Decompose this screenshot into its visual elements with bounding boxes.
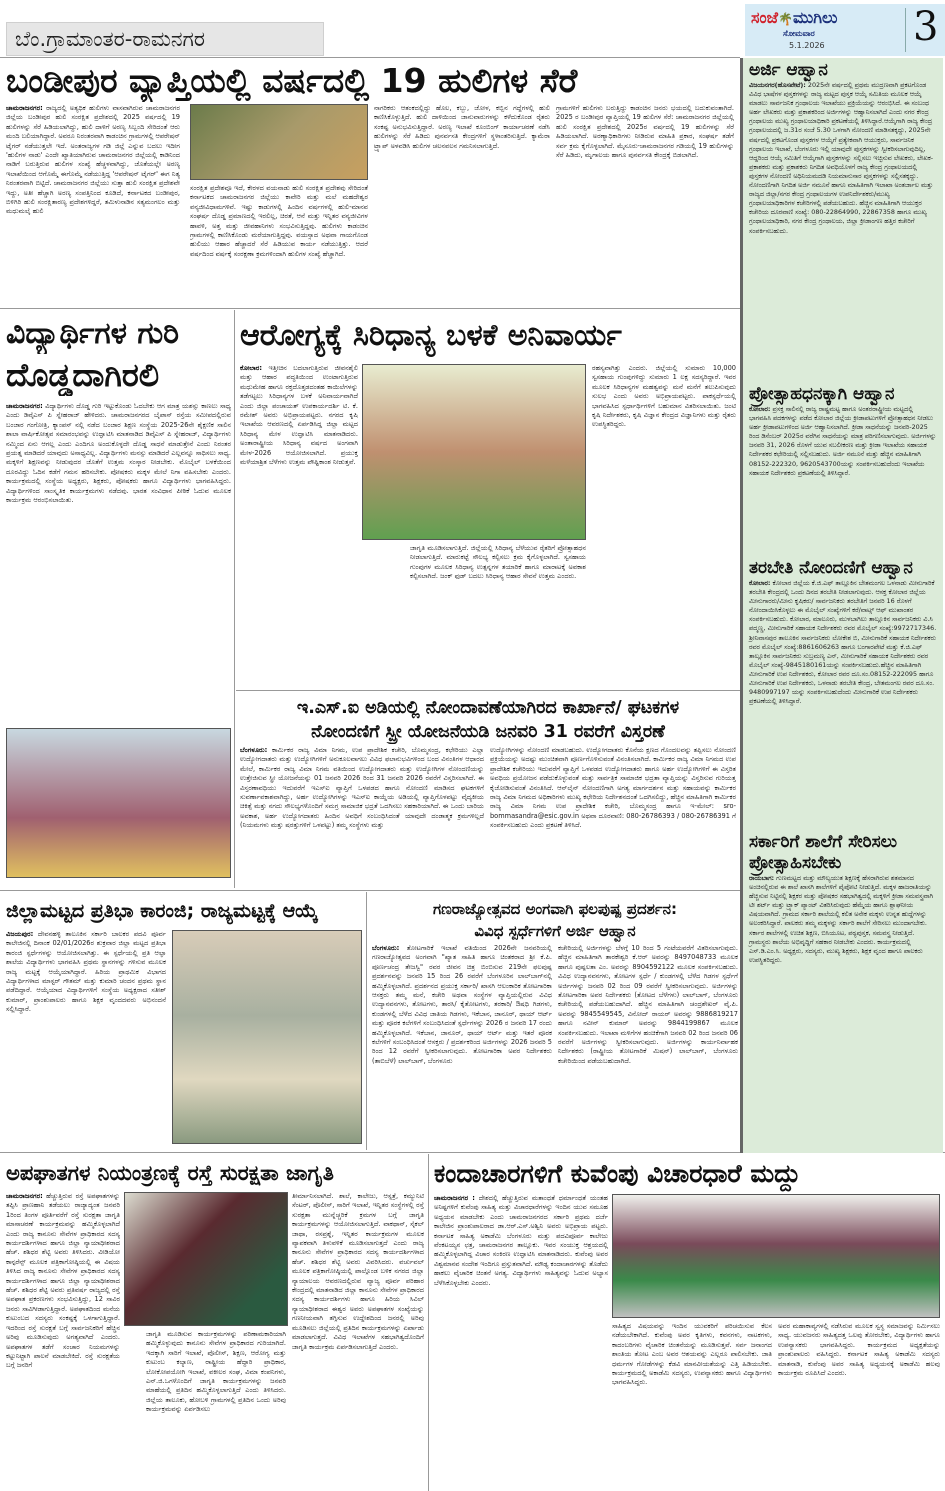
article-body — [240, 364, 358, 514]
dateline: ಚಾಮರಾಜನಗರ: — [6, 104, 43, 112]
millet-fair-photo — [362, 364, 586, 540]
headline-talent: ಜಿಲ್ಲಾಮಟ್ಟದ ಪ್ರತಿಭಾ ಕಾರಂಜಿ; ರಾಜ್ಯಮಟ್ಟಕ್ಕೆ ಆಯ್ಕೆ — [6, 900, 319, 922]
article-body: ರಹಸ್ಯವಾಗಿತ್ತು ಎಂದರು. ಜಿಲ್ಲೆಯಲ್ಲಿ ಸುಮಾರು 10,000 ಸ್ವಸಹಾಯ ಗುಂಪುಗಳಿದ್ದು ಸುಮಾರು 1 ಲಕ್ಷ ಸದಸ್ಯರಿದ್ದಾರೆ. ಇವರ ಮೂಲಕ ಸಿರಿಧಾನ್ಯಗಳ ಮಹತ್ವವನ್ನು ಮನೆ ಮನೆಗೆ ತಲುಪಿಸುವುದು ಸುಲಭ ಎಂದು ಅವರು ಅಭಿಪ್ರಾಯಪಟ್ಟರು. ಪಾಕಸ್ಪರ್ಧೆಯಲ್ಲಿ ಭಾಗವಹಿಸಿದ ಸ್ಪರ್ಧಾರ್ಥಿಗಳಿಗೆ ಬಹುಮಾನ ವಿತರಿಸಲಾಯಿತು. ಜಂಟಿ ಕೃಷಿ ನಿರ್ದೇಶಕರು, ಕೃಷಿ ವಿಜ್ಞಾನ ಕೇಂದ್ರದ ವಿಜ್ಞಾನಿಗಳು ಮತ್ತು ರೈತರು ಉಪಸ್ಥಿತರಿದ್ದರು. — [592, 364, 736, 429]
notice-title: ಸರ್ಕಾರಿಗೆ ಶಾಲೆಗೆ ಸೇರಿಸಲು ಪ್ರೋತ್ಸಾಹಿಸಬೇಕು — [749, 832, 898, 873]
dateline: ರಾಯಬಾಗ: — [749, 874, 775, 882]
article-body: ನಾಗರಿಕರು ಆತಂಕದಲ್ಲಿದ್ದು ಹೊಲ, ಕಬ್ಬು, ಜೋಳ, ಕಬ್ಬಿನ ಗದ್ದೆಗಳಲ್ಲಿ ಹುಲಿ ಕಾಣಿಸಿಕೊಳ್ಳುತ್ತಿದೆ. ಹುಲಿ ದಾಳಿಯಿಂದ ಜಾನುವಾರುಗಳನ್ನು ಕಳೆದುಕೊಂಡ ರೈತರು ಸಂಕಷ್ಟ ಅನುಭವಿಸುತ್ತಿದ್ದಾರೆ. ಅರಣ್ಯ ಇಲಾಖೆ ಕೂಂಬಿಂಗ್ ಕಾರ್ಯಾಚರಣೆ ನಡೆಸಿ ಹುಲಿಗಳನ್ನು ಸೆರೆ ಹಿಡಿದು ಪುನರ್ವಸತಿ ಕೇಂದ್ರಗಳಿಗೆ ಸ್ಥಳಾಂತರಿಸುತ್ತಿದೆ. ಕ್ಯಾಮೆರಾ ಟ್ರ್ಯಾಪ್ ಅಳವಡಿಸಿ ಹುಲಿಗಳ ಚಲನವಲನ ಗಮನಿಸಲಾಗುತ್ತಿದೆ. — [374, 104, 550, 150]
article-body — [240, 746, 484, 886]
article-body — [6, 402, 231, 722]
section-label: ಬೆಂ.ಗ್ರಾಮಾಂತರ-ರಾಮನಗರ — [6, 22, 324, 56]
body-text: ರಾಜ್ಯದಲ್ಲಿ ಅತ್ಯಧಿಕ ಹುಲಿಗಳು ವಾಸವಾಗಿರುವ ಚಾಮರಾಜನಗರ ಜಿಲ್ಲೆಯ ಬಂಡೀಪುರ ಹುಲಿ ಸಂರಕ್ಷಿತ ಪ್ರದೇಶದಲ್ಲಿ 2025 ವರ್ಷದಲ್ಲಿ 19 ಹುಲಿಗಳನ್ನು ಸೆರೆ ಹಿಡಿಯಲಾಗಿದ್ದು, ಹುಲಿ ದಾಳಿಗೆ ಅರಣ್ಯ ಸಿಬ್ಬಂದಿ ಸೇರಿದಂತೆ ಆರು ಮಂದಿ ಬಲಿಯಾಗಿದ್ದಾರೆ. ಅವರೂ ನಿರಂತರವಾಗಿ ಕಾಡಂಚಿನ ಗ್ರಾಮಗಳಲ್ಲಿ ಆಪರೇಷನ್ ಟೈಗರ್ ನಡೆಯುತ್ತಲೇ ಇದೆ. ಅಂತರಾಜ್ಯಗಳ ಗಡಿ ಜಿಲ್ಲೆ ಎನ್ನುವ ಬದಲು ಇದೀಗ 'ಹುಲಿಗಳ ನಾಡು' ಎಂದೇ ಖ್ಯಾತಿಯಾಗಿರುವ ಚಾಮರಾಜನಗರ ಜಿಲ್ಲೆಯಲ್ಲಿ ಕಾಡಿನಿಂದ ನಾಡಿಗೆ ಬರುತ್ತಿರುವ ಹುಲಿಗಳ ಸಂಖ್ಯೆ ಹೆಚ್ಚಳವಾಗಿದ್ದು, ಜೊತೆಯಲ್ಲೇ ಅರಣ್ಯ ಇಲಾಖೆಯಿಂದ ಆಗೊಮ್ಮೆ ಈಗೊಮ್ಮೆ ನಡೆಯುತ್ತಿದ್ದ 'ಆಪರೇಷನ್ ಟೈಗರ್' ಈಗ ನಿತ್ಯ ನಿರಂತರವಾಗಿ ಬಿಟ್ಟಿದೆ. ಚಾಮರಾಜನಗರ ಜಿಲ್ಲೆಯು ಸುತ್ತಾ ಹುಲಿ ಸಂರಕ್ಷಿತ ಪ್ರದೇಶವೇ ಇದ್ದು, ಅತೀ ಹೆಚ್ಚಾಗಿ ಅರಣ್ಯ ಸಂಪತ್ತಿನಿಂದ ಕೂಡಿದೆ, ಕರ್ನಾಟಕದ ಬಂಡೀಪುರ, ಬಿಳಿಗಿರಿ ಹುಲಿ ಸಂರಕ್ಷಿತಾರಣ್ಯ ಪ್ರದೇಶಗಳಿದ್ದರೆ, ತಮಿಳುನಾಡಿನ ಸತ್ಯಮಂಗಲಂ ಮತ್ತು ಮಧುಮಲೈ ಹುಲಿ — [6, 104, 180, 216]
article-body — [6, 930, 166, 1148]
article-body: ಉದ್ಯೋಗಿಗಳನ್ನು ನೋಂದಣಿ ಮಾಡಬಹುದು. ಉದ್ಯೋಗದಾತರು ಕೊನೆಯ ಕ್ಷಣದ ಗೊಂದಲವನ್ನು ತಪ್ಪಿಸಲು ನೋಂದಣಿ ಪ್ರಕ್ರಿಯೆಯನ್ನು ಅದಷ್ಟು ಮುಂಚಿತವಾಗಿ ಪೂರ್ಣಗೊಳಿಸುವಂತೆ ವಿನಂತಿಸಲಾಗಿದೆ. ಕಾರ್ಮಿಕರ ರಾಜ್ಯ ವಿಮಾ ನಿಗಮದ ಉಪ ಪ್ರಾದೇಶಿಕ ಕಚೇರಿಯು ಇದುವರೆಗೆ ವ್ಯಾಪ್ತಿಗೆ ಒಳಪಡದ ಉದ್ಯೋಗದಾತರು ಹಾಗೂ ಅರ್ಹ ಉದ್ಯೋಗಿಗಳಿಗೆ ಈ ವಿಸ್ತರಿತ ಅವಧಿಯ ಪ್ರಯೋಜನ ಪಡೆದುಕೊಳ್ಳುವಂತೆ ಮತ್ತು ಸಾರ್ವತ್ರಿಕ ಸಾಮಾಜಿಕ ಭದ್ರತಾ ವ್ಯಾಪ್ತಿಯನ್ನು ವಿಸ್ತರಿಸುವ ಗುರಿಯತ್ತ ಕೈಜೋಡಿಸುವಂತೆ ವಿನಂತಿಸಿದೆ. ಆನ್‌ಲೈನ್ ನೋಂದಣಿಗಾಗಿ ಅಗತ್ಯ ಮಾರ್ಗದರ್ಶನ ಮತ್ತು ಸಹಾಯವನ್ನು ಕಾರ್ಮಿಕರ ರಾಜ್ಯ ವಿಮಾ ನಿಗಮದ ಅಧಿಕಾರಿಗಳು ಮುಖ್ಯ ಕಛೇರಿಯ ನಿರ್ದೇಶನದಂತೆ ಒದಗಿಸಲಿದ್ದು, ಹೆಚ್ಚಿನ ಮಾಹಿತಿಗಾಗಿ ಕಾರ್ಮಿಕರ ರಾಜ್ಯ ವಿಮಾ ನಿಗಮ ಉಪ ಪ್ರಾದೇಶಿಕ ಕಚೇರಿ, ಬೊಮ್ಮಸಂದ್ರ ಹಾಗೂ ಇ-ಮೇಲ್: sro-bommasandra@esic.gov.in ಅಥವಾ ದೂರವಾಣಿ: 080-26786393 / 080-26786391 ಗೆ ಸಂಪರ್ಕಿಸಬಹುದು ಎಂದು ಪ್ರಕಟಣೆ ತಿಳಿಸಿದೆ. — [490, 746, 736, 830]
dateline: ಬೆಂಗಳೂರು: — [240, 746, 268, 754]
dateline: ಚಾಮರಾಜನಗರ: — [6, 1192, 43, 1200]
logo-part1: ಸಂಜೆ — [751, 8, 778, 27]
palm-icon: 🌴 — [777, 12, 793, 26]
divider — [428, 1154, 429, 1491]
notice-item — [743, 558, 943, 828]
notice-body — [743, 81, 943, 236]
divider — [236, 690, 740, 691]
headline-students-2: ದೊಡ್ಡದಾಗಿರಲಿ — [6, 356, 160, 394]
masthead — [745, 4, 945, 56]
article-body: ಜಾಗೃತಿ ಮೂಡಿಸಲಾಗುತ್ತಿದೆ. ಜಿಲ್ಲೆಯಲ್ಲಿ ಸಿರಿಧಾನ್ಯ ಬೆಳೆಯುವ ರೈತರಿಗೆ ಪ್ರೋತ್ಸಾಹಧನ ನೀಡಲಾಗುತ್ತಿದೆ. ಮಾರುಕಟ್ಟೆ ಸೌಲಭ್ಯ ಕಲ್ಪಿಸಲು ಕ್ರಮ ಕೈಗೊಳ್ಳಲಾಗಿದೆ. ಸ್ವಸಹಾಯ ಗುಂಪುಗಳ ಮೂಲಕ ಸಿರಿಧಾನ್ಯ ಉತ್ಪನ್ನಗಳ ತಯಾರಿಕೆ ಹಾಗೂ ಮಾರಾಟಕ್ಕೆ ಅವಕಾಶ ಕಲ್ಪಿಸಲಾಗಿದೆ. ಜಂಕ್ ಫುಡ್ ಬದಲು ಸಿರಿಧಾನ್ಯ ಆಹಾರ ಸೇವನೆ ಉತ್ತಮ ಎಂದರು. — [410, 544, 586, 581]
logo-part2: ಮುಗಿಲು — [792, 8, 838, 27]
divider — [905, 8, 906, 52]
divider — [234, 310, 235, 888]
notice-body — [743, 579, 943, 706]
video-conference-photo — [124, 1192, 288, 1326]
headline-road-safety: ಅಪಘಾತಗಳ ನಿಯಂತ್ರಣಕ್ಕೆ ರಸ್ತೆ ಸುರಕ್ಷತಾ ಜಾಗೃತಿ — [6, 1161, 334, 1185]
article-body: ತೀರ್ಮಾನಿಸಲಾಗಿದೆ. ಶಾಲೆ, ಕಾಲೇಜು, ಆಸ್ಪತ್ರೆ, ಕಮ್ಯುನಿಟಿ ಸೆಂಟರ್, ಪೊಲೀಸ್, ಸಾರಿಗೆ ಇಲಾಖೆ, ಇನ್ನಿತರ ಸಂಸ್ಥೆಗಳಲ್ಲಿ ರಸ್ತೆ ಸುರಕ್ಷತಾ ಮುನ್ನೆಚ್ಚರಿಕೆ ಕ್ರಮಗಳ ಬಗ್ಗೆ ಜಾಗೃತಿ ಕಾರ್ಯಕ್ರಮಗಳನ್ನು ಆಯೋಜಿಸಲಾಗುತ್ತಿದೆ. ವಾಕಥಾನ್, ಸೈಕಲ್ ಜಾಥಾ, ರಸಪ್ರಶ್ನೆ, ಇನ್ನಿತರ ಕಾರ್ಯಕ್ರಮಗಳ ಮೂಲಕ ವ್ಯಾಪಕವಾಗಿ ತಿಳುವಳಿಕೆ ಮೂಡಿಸಲಾಗುತ್ತದೆ ಎಂದು ರಾಜ್ಯ ಕಾನೂನು ಸೇವೆಗಳ ಪ್ರಾಧಿಕಾರದ ಸದಸ್ಯ ಕಾರ್ಯದರ್ಶಿಗಳಾದ ಹೆಚ್. ಶಶಿಧರ ಶೆಟ್ಟಿ ಅವರು ವಿವರಿಸಿದರು. ವರ್ಚುವಲ್ ಮೂಲಕ ಪತ್ರಿಕಾಗೋಷ್ಠಿಯಲ್ಲಿ ಪಾಲ್ಗೊಂಡ ಬಳಿಕ ನಗರದ ಜಿಲ್ಲಾ ನ್ಯಾಯಾಲಯ ಆವರಣದಲ್ಲಿರುವ ವ್ಯಾಜ್ಯ ಪೂರ್ವ ಪರಿಹಾರ ಕೇಂದ್ರದಲ್ಲಿ ಮಾತನಾಡಿದ ಜಿಲ್ಲಾ ಕಾನೂನು ಸೇವೆಗಳ ಪ್ರಾಧಿಕಾರದ ಸದಸ್ಯ ಕಾರ್ಯದರ್ಶಿಗಳು ಹಾಗೂ ಹಿರಿಯ ಸಿವಿಲ್ ನ್ಯಾಯಾಧೀಶರಾದ ಈಶ್ವರ ಅವರು ಅಪಘಾತಗಳ ಸಂಖ್ಯೆಯನ್ನು ಗಣನೀಯವಾಗಿ ತಗ್ಗಿಸುವ ಉದ್ದೇಶದಿಂದ ಜನರಲ್ಲಿ ಅರಿವು ಮೂಡಿಸಲು ಜಿಲ್ಲೆಯಲ್ಲಿ ಪ್ರತಿದಿನ ಕಾರ್ಯಕ್ರಮಗಳನ್ನು ಏರ್ಪಾಡು ಮಾಡಲಾಗುತ್ತದೆ. ವಿವಿಧ ಇಲಾಖೆಗಳ ಸಹಭಾಗಿತ್ವದೊಂದಿಗೆ ಜಾಗೃತಿ ಕಾರ್ಯಕ್ರಮ ಏರ್ಪಡಿಸಲಾಗುತ್ತಿದೆ ಎಂದರು. — [292, 1192, 424, 1351]
notice-body — [743, 405, 943, 478]
body-text: ಕೋಲಾರ ಜಿಲ್ಲೆಯ ಕೆ.ಜಿ.ಎಫ್ ತಾಲ್ಲೂಕಿನ ಬೇತಮಂಗಲ ಒಳನಾಡು ಮೀನುಗಾರಿಕೆ ತರಬೇತಿ ಕೇಂದ್ರದಲ್ಲಿ ಒಂದು ದಿನದ ತರಬೇತಿ ನೀಡಲಾಗುವುದು. ಆಸಕ್ತ ಕೋಲಾರ ಜಿಲ್ಲೆಯ ಮೀನುಗಾರರು/ಮೀನು ಕೃಷಿಕರು/ ಸಾರ್ವಜನಿಕರು ತರಬೇತಿಗೆ ಜನವರಿ 16 ರೊಳಗೆ ನೋಂದಾಯಿಸಿಕೊಳ್ಳಲು ಈ ಮೊಬೈಲ್ ಸಂಖ್ಯೆಗಳಿಗೆ ಕರೆ/ವಾಟ್ಸ್ ಆಫ್ ಮುಖಾಂತರ ಸಂಪರ್ಕಿಸಬಹುದು. ಕೋಲಾರ, ಮಾಲೂರು, ಮುಳಬಾಗಿಲು ತಾಲ್ಲೂಕಿನ ಸಾರ್ವಜನಿಕರು ವಿ.ಸಿ ಪದ್ಮಣ್ಣ, ಮೀನುಗಾರಿಕೆ ಸಹಾಯಕ ನಿರ್ದೇಶಕರು ರವರ ಮೊಬೈಲ್ ಸಂಖ್ಯೆ:9972717346. ಶ್ರೀನಿವಾಸಪುರ ತಾಲೂಕಿನ ಸಾರ್ವಜನಿಕರು ಲೋಕೇಶ ಬಿ, ಮೀನುಗಾರಿಕೆ ಸಹಾಯಕ ನಿರ್ದೇಶಕರು ರವರ ಮೊಬೈಲ್ ಸಂಖ್ಯೆ:8861606263 ಹಾಗೂ ಬಂಗಾರಪೇಟೆ ಮತ್ತು ಕೆ.ಜಿ.ಎಫ್ ತಾಲ್ಲೂಕಿನ ಸಾರ್ವಜನಿಕರು ಸುಬ್ರಮಣ್ಯ ಎನ್, ಮೀನುಗಾರಿಕೆ ಸಹಾಯಕ ನಿರ್ದೇಶಕರು ರವರ ಮೊಬೈಲ್ ಸಂಖ್ಯೆ-9845180161ಯನ್ನು ಸಂಪರ್ಕಿಸಬಹುದು.ಹೆಚ್ಚಿನ ಮಾಹಿತಿಗಾಗಿ ಮೀನುಗಾರಿಕೆ ಉಪ ನಿರ್ದೇಶಕರು, ಕೋಲಾರ ರವರ ದೂ.ಸಂ.08152-222095 ಹಾಗೂ ಮೀನುಗಾರಿಕೆ ಉಪ ನಿರ್ದೇಶಕರು, ಒಳನಾಡು ತರಬೇತಿ ಕೇಂದ್ರ, ಬೇತಮಂಗಲ ರವರ ದೂ.ಸಂ. 9480997197 ಯನ್ನು ಸಂಪರ್ಕಿಸಬಹುದೆಂದು ಮೀನುಗಾರಿಕೆ ಉಪ ನಿರ್ದೇಶಕರು ಪ್ರಕಟಣೆಯಲ್ಲಿ ತಿಳಿಸಿದ್ದಾರೆ. — [749, 579, 937, 706]
article-body: ಜಾಗೃತಿ ಮೂಡಿಸುವ ಕಾರ್ಯಕ್ರಮಗಳನ್ನು ಪರಿಣಾಮಕಾರಿಯಾಗಿ ಹಮ್ಮಿಕೊಳ್ಳುವುದು ಕಾನೂನು ಸೇವೆಗಳ ಪ್ರಾಧಿಕಾರದ ಗುರಿಯಾಗಿದೆ. ಇದಕ್ಕಾಗಿ ಸಾರಿಗೆ ಇಲಾಖೆ, ಪೊಲೀಸ್, ಶಿಕ್ಷಣ, ಆರೋಗ್ಯ ಮತ್ತು ಕುಟುಂಬ ಕಲ್ಯಾಣ, ರಾಷ್ಟ್ರೀಯ ಹೆದ್ದಾರಿ ಪ್ರಾಧಿಕಾರ, ಲೋಕೋಪಯೋಗಿ ಇಲಾಖೆ, ವಕೀಲರ ಸಂಘ, ವಿಮಾ ಕಂಪನಿಗಳು, ಎನ್.ಜಿ.ಒಗಳೊಂದಿಗೆ ಜಾಗೃತಿ ಕಾರ್ಯಕ್ರಮಗಳನ್ನು ಜನವರಿ ಮಾಹೆಯಲ್ಲಿ ಪ್ರತಿದಿನ ಹಮ್ಮಿಕೊಳ್ಳಲಾಗುತ್ತಿದೆ ಎಂದು ತಿಳಿಸಿದರು. ಜಿಲ್ಲೆಯ ತಾಲೂಕು, ಹೋಬಳಿ ಗ್ರಾಮಗಳಲ್ಲಿ ಪ್ರತಿದಿನ ಒಂದು ಅರಿವು ಕಾರ್ಯಕ್ರಮವನ್ನು ಏರ್ಪಡಿಸಲು — [146, 1330, 286, 1414]
headline-kuvempu: ಕಂದಾಚಾರಗಳಿಗೆ ಕುವೆಂಪು ವಿಚಾರಧಾರೆ ಮದ್ದು — [434, 1159, 801, 1188]
body-text: ದೇಶದಲ್ಲಿ ಹೆಚ್ಚುತ್ತಿರುವ ಮತಾಂಧತೆ ಧರ್ಮಾಂಧತೆ ಯಂತಹ ಅನಿಷ್ಟಗಳಿಗೆ ಕುವೆಂಪು ಸಾಹಿತ್ಯ ಮತ್ತು ವಿಚಾರಧಾರೆಗಳನ್ನು ಇಂದಿನ ಯುವ ಸಮೂಹ ಅಧ್ಯಯನ ಮಾಡಬೇಕು ಎಂದು ಚಾಮರಾಜನಗರದ ಸರ್ಕಾರಿ ಪ್ರಥಮ ದರ್ಜೆ ಕಾಲೇಜಿನ ಪ್ರಾಂಶುಪಾಲರಾದ ಡಾ.ಆರ್.ಎಸ್.ಅಶ್ವಿನಿ ಅವರು ಅಭಿಪ್ರಾಯ ಪಟ್ಟರು. ಕರ್ನಾಟಕ ಸಾಹಿತ್ಯ ಅಕಾಡೆಮಿ ಬೆಂಗಳೂರು ಮತ್ತು ಪದವಿಪೂರ್ವ ಕಾಲೇಜು ವೆಂಕಟಯ್ಯನ ಛತ್ರ, ಚಾಮರಾಜನಗರ ತಾಲ್ಲೂಕು. ಇವರ ಸಂಯುಕ್ತ ಆಶ್ರಯದಲ್ಲಿ ಹಮ್ಮಿಕೊಳ್ಳಲಾಗಿದ್ದ ವಿಚಾರ ಸಂಕಿರಣ ಉದ್ಘಾಟಿಸಿ ಮಾತನಾಡಿದರು. ಕುವೆಂಪು ಅವರ ವಿಶ್ವಮಾನವ ಸಂದೇಶ ಇಂದಿಗೂ ಪ್ರಸ್ತುತವಾಗಿದೆ. ಮೌಢ್ಯ ಕಂದಾಚಾರಗಳನ್ನು ತೊಡೆದು ಹಾಕಲು ವೈಚಾರಿಕ ಚಿಂತನೆ ಅಗತ್ಯ. ವಿದ್ಯಾರ್ಥಿಗಳು ಸಾಹಿತ್ಯವನ್ನು ಓದುವ ಅಭ್ಯಾಸ ಬೆಳೆಸಿಕೊಳ್ಳಬೇಕು ಎಂದರು. — [434, 1194, 608, 1287]
divider — [366, 892, 367, 1150]
notice-item — [743, 384, 943, 554]
page-number: 3 — [913, 4, 939, 50]
body-text: 2025ನೇ ವರ್ಷದಲ್ಲಿ ಪ್ರಥಮ ಮುದ್ರಣವಾಗಿ ಪ್ರಕಟಗೊಂಡ ವಿವಿಧ ಭಾಷೆಗಳ ಪುಸ್ತಕಗಳನ್ನು ರಾಜ್ಯ ಮಟ್ಟದ ಪುಸ್ತಕ ಆಯ್ಕೆ ಸಮಿತಿಯ ಮೂಲಕ ಆಯ್ಕೆ ಮಾಡಲು ಸಾರ್ವಜನಿಕ ಗ್ರಂಥಾಲಯ ಇಲಾಖೆಯು ಪ್ರಕ್ರಿಯೆಯನ್ನು ಆರಂಭಿಸಿದೆ. ಈ ಸಂಬಂಧ ಅರ್ಹ ಲೇಖಕರು ಮತ್ತು ಪ್ರಕಾಶಕರಿಂದ ಅರ್ಜಿಗಳನ್ನು ಆಹ್ವಾನಿಸಲಾಗಿದೆ ಎಂದು ನಗರ ಕೇಂದ್ರ ಗ್ರಂಥಾಲಯ ಮುಖ್ಯ ಗ್ರಂಥಾಲಯಾಧಿಕಾರಿ ಪ್ರಕಟಣೆಯಲ್ಲಿ ತಿಳಿಸಿದ್ದಾರೆ.ಆಯ್ಕೆಗಾಗಿ ರಾಜ್ಯ ಕೇಂದ್ರ ಗ್ರಂಥಾಲಯದಲ್ಲಿ ಜ.31ರ ಸಂಜೆ 5.30 ಒಳಗಾಗಿ ನೋಂದಣಿ ಮಾಡಿಸತಕ್ಕದ್ದು, 2025ನೇ ವರ್ಷದಲ್ಲಿ ಪ್ರಕಟಗೊಂಡ ಪುಸ್ತಕಗಳ ಆಯ್ಕೆಗೆ ಪ್ರತ್ಯೇಕವಾಗಿ ಆಯುಕ್ತರು, ಸಾರ್ವಜನಿಕ ಗ್ರಂಥಾಲಯ ಇಲಾಖೆ, ಬೆಂಗಳೂರು ಇಲ್ಲಿ ಯಾವುದೇ ಪುಸ್ತಕಗಳನ್ನು ಸ್ವೀಕರಿಸಲಾಗುವುದಿಲ್ಲ, ಆದ್ದರಿಂದ ಆಯ್ಕೆ ಸಮಿತಿಗೆ ಆಯ್ಕೆಗಾಗಿ ಪುಸ್ತಕಗಳನ್ನು ಸಲ್ಲಿಸಲು ಇಚ್ಛಿಸುವ ಲೇಖಕರು, ಲೇಖಕ-ಪ್ರಕಾಶಕರು ಮತ್ತು ಪ್ರಕಾಶಕರು ನಿಗದಿತ ಅವಧಿಯೊಳಗೆ ರಾಜ್ಯ ಕೇಂದ್ರ ಗ್ರಂಥಾಲಯದಲ್ಲಿ ಪುಸ್ತಕಗಳ ನೋಂದಣಿ ಅಧಿನಿಯಮದಡಿ ನಿಯಮಾನುಸಾರ ಪುಸ್ತಕಗಳನ್ನು ಸಲ್ಲಿಸತಕ್ಕದ್ದು. ನೋಂದಣಿಗಾಗಿ ನಿಗದಿತ ಅರ್ಜಿ ನಮೂನೆ ಹಾಗೂ ಮಾಹಿತಿಗಾಗಿ ಇಲಾಖಾ ಅಂತರ್ಜಾಲ ಮತ್ತು ರಾಜ್ಯದ ಜಿಲ್ಲಾ/ನಗರ ಕೇಂದ್ರ ಗ್ರಂಥಾಲಯಗಳ ಉಪನಿರ್ದೇಶಕರು/ಮುಖ್ಯ ಗ್ರಂಥಾಲಯಾಧಿಕಾರಿಗಳ ಕಚೇರಿಗಳಲ್ಲಿ ಪಡೆಯಬಹುದು. ಹೆಚ್ಚಿನ ಮಾಹಿತಿಗಾಗಿ ಆಯುಕ್ತರ ಕಚೇರಿಯ ದೂರವಾಣಿ ಸಂಖ್ಯೆ: 080-22864990, 22867358 ಹಾಗೂ ಮುಖ್ಯ ಗ್ರಂಥಾಲಯಾಧಿಕಾರಿ, ನಗರ ಕೇಂದ್ರ ಗ್ರಂಥಾಲಯ, ಜಿಲ್ಲಾ ಕ್ರೀಡಾಂಗಣ ಹತ್ತಿರ ಕಚೇರಿಗೆ ಸಂಪರ್ಕಿಸಬಹುದು. — [749, 81, 934, 235]
notice-title: ಅರ್ಜಿ ಆಹ್ವಾನ — [749, 60, 828, 80]
notice-title: ತರಬೇತಿ ನೋಂದಣಿಗೆ ಆಹ್ವಾನ — [749, 558, 913, 578]
headline-flower-2: ವಿವಿಧ ಸ್ಪರ್ಧೆಗಳಿಗೆ ಅರ್ಜಿ ಆಹ್ವಾನ — [474, 922, 636, 940]
article-body — [372, 944, 552, 1148]
kuvempu-event-photo — [612, 1194, 940, 1318]
body-text: ಇತ್ತೀಚಿನ ಬದಲಾಗುತ್ತಿರುವ ಜೀವನಶೈಲಿ ಮತ್ತು ಆಹಾರ ಪದ್ಧತಿಯಿಂದ ಉಂಟಾಗುತ್ತಿರುವ ಮಧುಮೇಹ ಹಾಗೂ ರಕ್ತದೊತ್ತಡದಂತಹ ಕಾಯಿಲೆಗಳನ್ನು ತಡೆಗಟ್ಟಲು ಸಿರಿಧಾನ್ಯಗಳ ಬಳಕೆ ಅನಿವಾರ್ಯವಾಗಿದೆ ಎಂದು ಜಿಲ್ಲಾ ಪಂಚಾಯತ್ ಉಪಕಾರ್ಯದರ್ಶಿ ಟಿ. ಕೆ. ರಮೇಶ್ ಅವರು ಅಭಿಪ್ರಾಯಪಟ್ಟರು. ನಗರದ ಕೃಷಿ ಇಲಾಖೆಯ ಆವರಣದಲ್ಲಿ ಏರ್ಪಡಿಸಿದ್ದ ಜಿಲ್ಲಾ ಮಟ್ಟದ ಸಿರಿಧಾನ್ಯ ಮೇಳ ಉದ್ಘಾಟಿಸಿ ಮಾತನಾಡಿದರು. ಅಂತಾರಾಷ್ಟ್ರೀಯ ಸಿರಿಧಾನ್ಯ ವರ್ಷದ ಅಂಗವಾಗಿ ಮೇಳ-2026 ಆಯೋಜಿಸಲಾಗಿದೆ. ಪ್ರಯುಕ್ತ ಮಳೆಯಾಶ್ರಿತ ಬೆಳೆಗಳು ಉತ್ತಮ ಪೌಷ್ಟಿಕಾಂಶ ನೀಡುತ್ತವೆ. — [240, 364, 358, 467]
article-body: ಗ್ರಾಮಗಳಿಗೆ ಹುಲಿಗಳು ಬರುತ್ತಿದ್ದು ಕಾಡಂಚಿನ ಜನರು ಭಯದಲ್ಲಿ ಬದುಕುವಂತಾಗಿದೆ. 2025 ರ ಬಂಡೀಪುರ ವ್ಯಾಪ್ತಿಯಲ್ಲಿ 19 ಹುಲಿಗಳ ಸೆರೆ: ಚಾಮರಾಜನಗರ ಜಿಲ್ಲೆಯಲ್ಲಿ ಹುಲಿ ಸಂರಕ್ಷಿತ ಪ್ರದೇಶದಲ್ಲಿ 2025ರ ವರ್ಷದಲ್ಲಿ 19 ಹುಲಿಗಳನ್ನು ಸೆರೆ ಹಿಡಿಯಲಾಗಿದೆ. ಅರಣ್ಯಾಧಿಕಾರಿಗಳು ನೀಡಿರುವ ಮಾಹಿತಿ ಪ್ರಕಾರ, ಸಂಘರ್ಷ ತಡೆಗೆ ಸರ್ವ ಕ್ರಮ ಕೈಗೊಳ್ಳಲಾಗಿದೆ. ಮೈಸೂರು-ಚಾಮರಾಜನಗರ ಗಡಿಯಲ್ಲಿ 19 ಹುಲಿಗಳನ್ನು ಸೆರೆ ಹಿಡಿದು, ಮೃಗಾಲಯ ಹಾಗೂ ಪುನರ್ವಸತಿ ಕೇಂದ್ರಕ್ಕೆ ಬಿಡಲಾಗಿದೆ. — [556, 104, 734, 160]
masthead-logo — [751, 8, 837, 28]
article-body — [6, 104, 180, 302]
article-body: ಸಂರಕ್ಷಿತ ಪ್ರದೇಶವೂ ಇದೆ, ಕೇರಳದ ವಯನಾಡು ಹುಲಿ ಸಂರಕ್ಷಿತ ಪ್ರದೇಶವು ಸೇರಿದಂತೆ ಕರ್ನಾಟಕದ ಚಾಮರಾಜನಗರ ಜಿಲ್ಲೆಯು ಕಾವೇರಿ ಮತ್ತು ಮಲೆ ಮಹದೇಶ್ವರ ವನ್ಯಜೀವಿಧಾಮಗಳಿವೆ. ಇಷ್ಟು ಕಾಡುಗಳಲ್ಲಿ ಹಿಂದಿನ ವರ್ಷಗಳಲ್ಲಿ ಹುಲಿ-ಮಾನವ ಸಂಘರ್ಷ ದೊಡ್ಡ ಪ್ರಮಾಣದಲ್ಲಿ ಇರಲಿಲ್ಲ, ಚಿರತೆ, ಆನೆ ಮತ್ತು ಇನ್ನಿತರ ವನ್ಯಜೀವಿಗಳ ಹಾವಳಿ, ಅತ್ತ ಮತ್ತು ಜೀವಹಾನಿಗಳು ಸಂಭವಿಸುತ್ತಿದ್ದವು. ಹುಲಿಗಳು ಕಾಡಂಚಿನ ಗ್ರಾಮಗಳಲ್ಲಿ ಕಾಣಿಸಿಕೊಂಡು ಮರೆಯಾಗುತ್ತಿದ್ದವು. ವಯಸ್ಸಾದ ಅಥವಾ ಗಾಯಗೊಂಡ ಹುಲಿಯು ಆಹಾರ ಹೆಚ್ಚಾದರೆ ಸೆರೆ ಹಿಡಿಯುವ ಕಾರ್ಯ ನಡೆಯುತ್ತಿತ್ತು. ಆದರೆ ವರ್ಷದಿಂದ ವರ್ಷಕ್ಕೆ ಸಂರಕ್ಷಣಾ ಕ್ರಮಗಳಿಂದಾಗಿ ಹುಲಿಗಳ ಸಂಖ್ಯೆ ಹೆಚ್ಚಾಗಿದೆ. — [190, 184, 368, 258]
divider — [0, 308, 740, 309]
headline-flower-1: ಗಣರಾಜ್ಯೋತ್ಸವದ ಅಂಗವಾಗಿ ಫಲಪುಷ್ಪ ಪ್ರದರ್ಶನ: — [433, 900, 677, 918]
masthead-date: 5.1.2026 — [789, 41, 825, 50]
body-text: ವಿದ್ಯಾರ್ಥಿಗಳು ದೊಡ್ಡ ಗುರಿ ಇಟ್ಟುಕೊಂಡು ಓದಬೇಕು ಆಗ ಮಾತ್ರ ಯಶಸ್ಸು ಕಾಣಲು ಸಾಧ್ಯ ಎಂದು ಡಿವೈಎಸ್ ಪಿ ಸ್ನೇಹರಾಜ್ ಹೇಳಿದರು. ಚಾಮರಾಜನಗರದ ಬೈಪಾಸ್ ರಸ್ತೆಯ ಸಮೀಪದಲ್ಲಿರುವ ಬಂಜಾರ ಗಂಗೋತ್ರಿ, ಕ್ಯಾಂಪಸ್ ನಲ್ಲಿ ನಡೆದ ಬಂಜಾರ ಶಿಕ್ಷಣ ಸಂಸ್ಥೆಯ 2025-26ನೇ ಶೈಕ್ಷಣಿಕ ಸಾಲಿನ ಶಾಲಾ ವಾರ್ಷಿಕೋತ್ಸವ ಸಮಾರಂಭವನ್ನು ಉದ್ಘಾಟಿಸಿ ಮಾತನಾಡಿದ ಡಿವೈಎಸ್ ಪಿ ಸ್ನೇಹರಾಜ್, ವಿದ್ಯಾರ್ಥಿಗಳು ನಮ್ಮಿಂದ ಏನು ಆಗಲ್ಲ ಎಂದು ಎಂದಿಗೂ ಅಂದುಕೊಳ್ಳದೇ ದೊಡ್ಡ ಸಾಧನೆ ಮಾಡುತ್ತೇನೆ ಎಂದು ನಿರಂತರ ಪ್ರಯತ್ನ ಮಾಡಿದರೆ ಯಾವುದು ಅಸಾಧ್ಯವಿಲ್ಲ. ವಿದ್ಯಾರ್ಥಿಗಳು ಮನಸ್ಸು ಮಾಡಿದರೆ ಎಲ್ಲವನ್ನೂ ಸಾಧಿಸಲು ಸಾಧ್ಯ. ಮಕ್ಕಳಿಗೆ ಶಿಕ್ಷಣವನ್ನು ನೀಡುವುದರ ಜೊತೆಗೆ ಉತ್ತಮ ಸಂಸ್ಕಾರ ನೀಡಬೇಕು. ಮೊಬೈಲ್ ಬಳಕೆಯಿಂದ ದೂರವಿದ್ದು ಓದಿನ ಕಡೆಗೆ ಗಮನ ಹರಿಸಬೇಕು. ಪೋಷಕರು ಮಕ್ಕಳ ಮೇಲೆ ನಿಗಾ ವಹಿಸಬೇಕು ಎಂದರು. ಕಾರ್ಯಕ್ರಮದಲ್ಲಿ ಸಂಸ್ಥೆಯ ಅಧ್ಯಕ್ಷರು, ಶಿಕ್ಷಕರು, ಪೋಷಕರು ಹಾಗೂ ವಿದ್ಯಾರ್ಥಿಗಳು ಭಾಗವಹಿಸಿದ್ದರು. ವಿದ್ಯಾರ್ಥಿಗಳಿಂದ ಸಾಂಸ್ಕೃತಿಕ ಕಾರ್ಯಕ್ರಮಗಳು ನಡೆದವು. ಭಾರತ ಸಂವಿಧಾನ ಪೀಠಿಕೆ ಓದುವ ಮೂಲಕ ಕಾರ್ಯಕ್ರಮ ಆರಂಭಿಸಲಾಯಿತು. — [6, 402, 231, 505]
body-text: ಹೆಚ್ಚುತ್ತಿರುವ ರಸ್ತೆ ಅಪಘಾತಗಳನ್ನು ತಪ್ಪಿಸಿ ಪ್ರಾಣಹಾನಿ ತಡೆಯಲು ರಾಜ್ಯಾದ್ಯಂತ ಜನವರಿ 1ರಿಂದ ತಿಂಗಳ ಪೂರ್ತಿವರೆಗೆ ರಸ್ತೆ ಸುರಕ್ಷತಾ ಜಾಗೃತಿ ಮಾಸಾಚರಣೆ ಕಾರ್ಯಕ್ರಮವನ್ನು ಹಮ್ಮಿಕೊಳ್ಳಲಾಗಿದೆ ಎಂದು ರಾಜ್ಯ ಕಾನೂನು ಸೇವೆಗಳ ಪ್ರಾಧಿಕಾರದ ಸದಸ್ಯ ಕಾರ್ಯದರ್ಶಿಗಳಾದ ಹಾಗೂ ಜಿಲ್ಲಾ ನ್ಯಾಯಾಧೀಶರಾದ ಹೆಚ್. ಶಶಿಧರ ಶೆಟ್ಟಿ ಅವರು ತಿಳಿಸಿದರು. ವೀಡಿಯೋ ಕಾನ್ಫರೆನ್ಸ್ ಮೂಲಕ ಪತ್ರಿಕಾಗೋಷ್ಠಿಯಲ್ಲಿ ಈ ವಿಷಯ ತಿಳಿಸಿದ ರಾಜ್ಯ ಕಾನೂನು ಸೇವೆಗಳ ಪ್ರಾಧಿಕಾರದ ಸದಸ್ಯ ಕಾರ್ಯದರ್ಶಿಗಳಾದ ಹಾಗೂ ಜಿಲ್ಲಾ ನ್ಯಾಯಾಧೀಶರಾದ ಹೆಚ್. ಶಶಿಧರ ಶೆಟ್ಟಿ ಅವರು ಪ್ರತಿವರ್ಷ ರಾಜ್ಯದಲ್ಲಿ ರಸ್ತೆ ಅಪಘಾತ ಪ್ರಕರಣಗಳು ಸಂಭವಿಸುತ್ತಿದ್ದು, 12 ಸಾವಿರ ಜನರು ಸಾವಿಗೀಡಾಗುತ್ತಿದ್ದಾರೆ. ಅಪಘಾತದಿಂದ ಮನೆಯ ಕುಟುಂಬದ ಸದಸ್ಯರು ಸಂಕಷ್ಟಕ್ಕೆ ಒಳಗಾಗುತ್ತಿದ್ದಾರೆ. ಇದರಿಂದ ರಸ್ತೆ ಸುರಕ್ಷತೆ ಬಗ್ಗೆ ಸಾರ್ವಜನಿಕರಿಗೆ ಹೆಚ್ಚಿನ ಅರಿವು ಮೂಡಿಸುವುದು ಅಗತ್ಯವಾಗಿದೆ ಎಂದರು. ಅಪಘಾತಗಳ ತಡೆಗೆ ಸಂಚಾರ ನಿಯಮಗಳನ್ನು ಕಟ್ಟುನಿಟ್ಟಾಗಿ ಪಾಲನೆ ಮಾಡಬೇಕಿದೆ. ರಸ್ತೆ ಸುರಕ್ಷತೆಯ ಬಗ್ಗೆ ಜನರಿಗೆ — [6, 1192, 120, 1370]
notice-title: ಪ್ರೋತ್ಸಾಹಧನಕ್ಕಾಗಿ ಆಹ್ವಾನ — [749, 384, 895, 404]
dateline: ಚಾಮರಾಜನಗರ : — [434, 1194, 475, 1202]
dateline: ವಿಜಯನಗರ(ಹೊಸಪೇಟೆ): — [749, 81, 806, 89]
school-event-photo — [6, 728, 231, 878]
students-photo — [172, 930, 362, 1144]
body-text: ಗುಣಮಟ್ಟದ ಮತ್ತು ಮೌಲ್ಯಯುತ ಶಿಕ್ಷಣಕ್ಕೆ ಹೆಸರಾಗಿರುವ ಶತಮಾನದ ಅಂಚಿನಲ್ಲಿರುವ ಈ ಶಾಲೆ ಖಾಸಗಿ ಶಾಲೆಗಳಿಗೆ ಪೈಪೋಟಿ ನೀಡುತ್ತಿದೆ. ಮಕ್ಕಳ ಹಾಜರಾತಿಯನ್ನು ಹೆಚ್ಚಿಸುವ ನಿಟ್ಟಿನಲ್ಲಿ ಶಿಕ್ಷಕರ ಮತ್ತು ಪೋಷಕರ ಸಹಭಾಗಿತ್ವದಲ್ಲಿ ಮಕ್ಕಳಿಗೆ ಕ್ರೀಡಾ ಸಮವಸ್ತ್ರವಾಗಿ ಟೀ ಶರ್ಟ್ ಮತ್ತು ಟ್ರ್ಯಾಕ್ ಪ್ಯಾಂಟ್ ವಿತರಿಸಿರುವುದು ಹೆಮ್ಮೆಯ ಹಾಗೂ ಶ್ಲಾಘನೀಯ ವಿಷಯವಾಗಿದೆ. ಗ್ರಾಮದ ಸರ್ಕಾರಿ ಶಾಲೆಯಲ್ಲಿ ಕಲಿತ ಅನೇಕ ಮಕ್ಕಳು ಉನ್ನತ ಹುದ್ದೆಗಳನ್ನು ಅಲಂಕರಿಸಿದ್ದಾರೆ. ಪಾಲಕರು ತಮ್ಮ ಮಕ್ಕಳನ್ನು ಸರ್ಕಾರಿ ಶಾಲೆಗೆ ಸೇರಿಸಲು ಮುಂದಾಗಬೇಕು. ಸರ್ಕಾರ ಶಾಲೆಗಳಲ್ಲಿ ಉಚಿತ ಶಿಕ್ಷಣ, ಬಿಸಿಯೂಟ, ಪಠ್ಯಪುಸ್ತಕ, ಸಮವಸ್ತ್ರ ನೀಡುತ್ತಿದೆ. ಗ್ರಾಮಸ್ಥರು ಶಾಲೆಯ ಅಭಿವೃದ್ಧಿಗೆ ಸಹಕಾರ ನೀಡಬೇಕು ಎಂದರು. ಕಾರ್ಯಕ್ರಮದಲ್ಲಿ ಎಸ್.ಡಿ.ಎಂ.ಸಿ. ಅಧ್ಯಕ್ಷರು, ಸದಸ್ಯರು, ಮುಖ್ಯ ಶಿಕ್ಷಕರು, ಶಿಕ್ಷಕ ವೃಂದ ಹಾಗೂ ಪಾಲಕರು ಉಪಸ್ಥಿತರಿದ್ದರು. — [749, 874, 933, 964]
body-text: ಕಾರ್ಮಿಕರ ರಾಜ್ಯ ವಿಮಾ ನಿಗಮ, ಉಪ ಪ್ರಾದೇಶಿಕ ಕಚೇರಿ, ಬೊಮ್ಮಸಂದ್ರ, ಕಛೇರಿಯು ಎಲ್ಲಾ ಉದ್ಯೋಗದಾತರು ಮತ್ತು ಉದ್ಯೋಗಿಗಳಿಗೆ ಅನುಕೂಲವಾಗಲು ವಿವಿಧ ಫಲಾನುಭವಿಗಳಿಂದ ಬಂದ ವಿನಂತಿಗಳ ಆಧಾರದ ಮೇಲೆ, ಕಾರ್ಮಿಕರ ರಾಜ್ಯ ವಿಮಾ ನಿಗಮ ವತಿಯಿಂದ ಉದ್ಯೋಗದಾತರು ಮತ್ತು ಉದ್ಯೋಗಿಗಳ ನೋಂದಣಿಯನ್ನು ಉತ್ತೇಜಿಸುವ ಸ್ಪ್ರೀ ಯೋಜನೆಯನ್ನು 01 ಜನವರಿ 2026 ರಿಂದ 31 ಜನವರಿ 2026 ರವರೆಗೆ ವಿಸ್ತರಿಸಲಾಗಿದೆ. ಈ ವಿಸ್ತರಣಾವಧಿಯು ಇದುವರೆಗೆ ಇಎಸ್ಐ ವ್ಯಾಪ್ತಿಗೆ ಒಳಪಡದ ಹಾಗೂ ನೋಂದಣಿ ಮಾಡಿಸದ ಘಟಕಗಳಿಗೆ ಸುವರ್ಣಾವಕಾಶವಾಗಿದ್ದು, ಅರ್ಹ ಉದ್ಯೋಗಿಗಳನ್ನು ಇಎಸ್ಐ ಕಾಯ್ದೆಯ ಅಡಿಯಲ್ಲಿ ವ್ಯಾಪ್ತಿಗೊಳಪಟ್ಟು ವೈದ್ಯಕೀಯ ಚಿಕಿತ್ಸೆ ಮತ್ತು ನಗದು ಸೌಲಭ್ಯಗಳೊಂದಿಗೆ ಸಮಗ್ರ ಸಾಮಾಜಿಕ ಭದ್ರತೆ ಒದಗಿಸಲು ಸಹಕಾರಿಯಾಗಿದೆ. ಈ ಒಂದು ಬಾರಿಯ ಅವಕಾಶ, ಅರ್ಹ ಉದ್ಯೋಗದಾತರು ಹಿಂದಿನ ಅವಧಿಗೆ ಸಂಬಂಧಿಸಿದಂತೆ ಯಾವುದೇ ದಂಡಾತ್ಮಕ ಕ್ರಮಗಳಿಲ್ಲದೆ (ನಿಯಮಗಳು ಮತ್ತು ಷರತ್ತುಗಳಿಗೆ ಒಳಪಟ್ಟು) ತಮ್ಮ ಸಂಸ್ಥೆಗಳು ಮತ್ತು — [240, 746, 484, 830]
sidebar-notices — [740, 58, 943, 1153]
dateline: ಕೋಲಾರ: — [749, 405, 771, 413]
headline-tigers: ಬಂಡೀಪುರ ವ್ಯಾಪ್ತಿಯಲ್ಲಿ ವರ್ಷದಲ್ಲಿ 19 ಹುಲಿಗಳ ಸೆರೆ — [6, 61, 578, 100]
masthead-day: ಸೋಮವಾರ — [783, 29, 815, 38]
dateline: ಕೋಲಾರ: — [240, 364, 263, 372]
tiger-photo — [190, 104, 368, 180]
notice-item — [743, 832, 943, 1150]
article-body: ಕಚೇರಿಯಲ್ಲಿ ಅರ್ಜಿಗಳನ್ನು ಬೆಳಗ್ಗೆ 10 ರಿಂದ 5 ಗಂಟೆಯವರೆಗೆ ವಿತರಿಸಲಾಗುವುದು. ಹೆಚ್ಚಿನ ಮಾಹಿತಿಗಾಗಿ ತಾರಕೇಶ್ವರಿ ಕೆ.ಆರ್ ಅವರನ್ನು 8497048733 ಮೂಲಕ ಹಾಗೂ ಪುಷ್ಪಲತಾ ಎಂ. ಅವರನ್ನು 8904592122 ಮೂಲಕ ಸಂಪರ್ಕಿಸಬಹುದು. ವಿವಿಧ ಉದ್ಯಾನವನಗಳು, ತೋಟಗಳ ಸ್ಪರ್ಧೆ / ಕುಂಡಗಳಲ್ಲಿ ಬೆಳೆದ ಗಿಡಗಳ ಸ್ಪರ್ಧೆಗೆ ಅರ್ಜಿಗಳನ್ನು ಜನವರಿ 02 ರಿಂದ 09 ರವರೆಗೆ ಸ್ವೀಕರಿಸಲಾಗುವುದು. ಅರ್ಜಿಗಳನ್ನು ತೋಟಗಾರಿಕಾ ಅಪರ ನಿರ್ದೇಶಕರು (ತೋಟದ ಬೆಳೆಗಳು) ಲಾಲ್‌ಬಾಗ್, ಬೆಂಗಳೂರು ಕಚೇರಿಯಲ್ಲಿ ಪಡೆಯಬಹುದಾಗಿದೆ. ಹೆಚ್ಚಿನ ಮಾಹಿತಿಗಾಗಿ ಚಂದ್ರಶೇಖರ್ ವೈ.ಪಿ. ಅವರನ್ನು 9845549545, ವಿನೋದ್ ರಾಯರ್ ಅವರನ್ನು 9886819217 ಹಾಗೂ ನವೀನ್ ಕುಮಾರ್ ಅವರನ್ನು 9844199867 ಮೂಲಕ ಸಂಪರ್ಕಿಸಬಹುದು. ಇಲಾಖಾ ಮಳಿಗೆಗಳ ಹಂಚಿಕೆಗಾಗಿ ಜನವರಿ 02 ರಿಂದ ಜನವರಿ 06 ರವರೆಗೆ ಅರ್ಜಿಗಳನ್ನು ಸ್ವೀಕರಿಸಲಾಗುವುದು. ಅರ್ಜಿಗಳನ್ನು ಕಾರ್ಯನಿರ್ವಾಹಕ ನಿರ್ದೇಶಕರು (ರಾಷ್ಟ್ರೀಯ ತೋಟಗಾರಿಕೆ ಮಿಷನ್) ಲಾಲ್‌ಬಾಗ್, ಬೆಂಗಳೂರು ಕಚೇರಿಯಿಂದ ಪಡೆಯಬಹುದಾಗಿದೆ. — [558, 944, 738, 1065]
article-body — [6, 1192, 120, 1487]
dateline: ಚಾಮರಾಜನಗರ: — [6, 402, 43, 410]
dateline: ಬೆಂಗಳೂರು: — [372, 944, 400, 952]
article-body: ಅವರ ಮಹಾಕಾವ್ಯಗಳಲ್ಲಿ ನಡೆಸಿರುವ ಮೂಲಕ ಸ್ವಸ್ಥ ಸಮಾಜವನ್ನು ನಿರ್ಮಿಸಲು ಸಾಧ್ಯ. ಯುವಜನರು ಸಾಹಿತ್ಯದತ್ತ ಒಲವು ತೋರಬೇಕು, ವಿದ್ಯಾರ್ಥಿಗಳು ಹಾಗೂ ಉಪನ್ಯಾಸಕರು ಭಾಗವಹಿಸಿದ್ದರು. ಕಾರ್ಯಕ್ರಮದ ಅಧ್ಯಕ್ಷತೆಯನ್ನು ಪ್ರಾಂಶುಪಾಲರು ವಹಿಸಿದ್ದರು. ಕರ್ನಾಟಕ ಸಾಹಿತ್ಯ ಅಕಾಡೆಮಿ ಸದಸ್ಯರು ಮಾತನಾಡಿ, ಕುವೆಂಪು ಅವರ ಸಾಹಿತ್ಯ ಅಧ್ಯಯನಕ್ಕೆ ಅಕಾಡೆಮಿ ಹಲವು ಕಾರ್ಯಕ್ರಮ ರೂಪಿಸಿದೆ ಎಂದರು. — [778, 1322, 940, 1378]
headline-esi-1: ಇ.ಎಸ್.ಐ ಅಡಿಯಲ್ಲಿ ನೋಂದಾವಣೆಯಾಗಿರದ ಕಾರ್ಖಾನೆ/ ಘಟಕಗಳ — [296, 698, 680, 718]
headline-esi-2: ನೋಂದಣಿಗೆ ಸ್ಪ್ರೀ ಯೋಜನೆಯಡಿ ಜನವರಿ 31 ರವರೆಗೆ ವಿಸ್ತರಣೆ — [311, 722, 665, 742]
headline-students-1: ವಿದ್ಯಾರ್ಥಿಗಳ ಗುರಿ — [6, 316, 179, 351]
divider — [0, 57, 740, 58]
dateline: ವಿಜಯಪುರ: — [6, 930, 34, 938]
notice-item — [743, 60, 943, 378]
body-text: ತೋಟಗಾರಿಕೆ ಇಲಾಖೆ ವತಿಯಿಂದ 2026ನೇ ಜನವರಿಯಲ್ಲಿ ಗಣರಾಜ್ಯೋತ್ಸವದ ಅಂಗವಾಗಿ "ಖ್ಯಾತ ಸಾಹಿತಿ ಹಾಗೂ ಚಿಂತಕರಾದ ಶ್ರೀ ಕೆ.ಪಿ. ಪೂರ್ಣಚಂದ್ರ ತೇಜಸ್ವಿ" ರವರ ಜೀವನ ಚಿತ್ರ ಬಿಂಬಿಸುವ 219ನೇ ಫಲಪುಷ್ಪ ಪ್ರದರ್ಶನವನ್ನು ಜನವರಿ 15 ರಿಂದ 26 ರವರೆಗೆ ಬೆಂಗಳೂರಿನ ಲಾಲ್‌ಬಾಗ್‌ನಲ್ಲಿ ಹಮ್ಮಿಕೊಳ್ಳಲಾಗಿದೆ. ಪ್ರದರ್ಶನದ ಪ್ರಯುಕ್ತ ಸರ್ಕಾರಿ/ ಖಾಸಗಿ ಆಲಂಕಾರಿಕ ತೋಟಗಾರಿಕಾ ಆಸಕ್ತರು ತಮ್ಮ ಮನೆ, ಕಚೇರಿ ಅಥವಾ ಸಂಸ್ಥೆಗಳ ವ್ಯಾಪ್ತಿಯಲ್ಲಿರುವ ವಿವಿಧ ಉದ್ಯಾನವನಗಳು, ತೋಟಗಳು, ತಾರಸಿ/ ಕೈತೋಟಗಳು, ತರಕಾರಿ/ ಔಷಧಿ ಗಿಡಗಳು, ಕುಂಡಗಳಲ್ಲಿ ಬೆಳೆದ ವಿವಿಧ ಜಾತಿಯ ಗಿಡಗಳು, ಇಕೆಬಾನ, ಜಾನೂರ್, ಥಾಯ್ ಆರ್ಟ್ ಮತ್ತು ಪೂರಕ ಕಲೆಗಳಿಗೆ ಸಂಬಂಧಿಸಿದಂತೆ ಸ್ಪರ್ಧೆಗಳನ್ನು 2026 ರ ಜನವರಿ 17 ರಂದು ಹಮ್ಮಿಕೊಳ್ಳಲಾಗಿದೆ. ಇಕೆಬಾನ, ಜಾನೂರ್, ಥಾಯ್ ಆರ್ಟ್ ಮತ್ತು ಇತರೆ ಪೂರಕ ಕಲೆಗಳಿಗೆ ಸಂಬಂಧಿಸಿದಂತೆ ಆಸಕ್ತರು / ಪ್ರದರ್ಶಕರಿಂದ ಅರ್ಜಿಗಳನ್ನು 2026 ಜನವರಿ 5 ರಿಂದ 12 ರವರೆಗೆ ಸ್ವೀಕರಿಸಲಾಗುವುದು. ತೋಟಗಾರಿಕಾ ಅಪರ ನಿರ್ದೇಶಕರು (ತಾಬಿಬೆಳೆ) ಲಾಲ್‌ಬಾಗ್, ಬೆಂಗಳೂರು — [372, 944, 552, 1065]
headline-millets: ಆರೋಗ್ಯಕ್ಕೆ ಸಿರಿಧಾನ್ಯ ಬಳಕೆ ಅನಿವಾರ್ಯ — [240, 318, 622, 353]
dateline: ಕೋಲಾರ: — [749, 579, 771, 587]
article-body — [434, 1194, 608, 1487]
body-text: ದೇವನಹಳ್ಳಿ ತಾಲೂಕಿನ ಸರ್ಕಾರಿ ಬಾಲಕರ ಪದವಿ ಪೂರ್ವ ಕಾಲೇಜಿನಲ್ಲಿ ದಿನಾಂಕ 02/01/2026ರ ಶುಕ್ರವಾರ ಜಿಲ್ಲಾ ಮಟ್ಟದ ಪ್ರತಿಭಾ ಕಾರಂಜಿ ಸ್ಪರ್ಧೆಗಳನ್ನು ಆಯೋಜಿಸಲಾಗಿತ್ತು. ಈ ಸ್ಪರ್ಧೆಯಲ್ಲಿ ಪ್ರತಿ ಆಲ್ಫಾ ಶಾಲೆಯ ವಿದ್ಯಾರ್ಥಿಗಳು ಭಾಗವಹಿಸಿ ಪ್ರಥಮ ಸ್ಥಾನಗಳನ್ನು ಗಳಿಸುವ ಮೂಲಕ ರಾಜ್ಯ ಮಟ್ಟಕ್ಕೆ ಆಯ್ಕೆಯಾಗಿದ್ದಾರೆ. ಹಿರಿಯ ಪ್ರಾಥಮಿಕ ವಿಭಾಗದ ವಿದ್ಯಾರ್ಥಿಗಳಾದ ಮಾಸ್ಟರ್ ಗೌತಮ್ ಮತ್ತು ಕುಮಾರಿ ಚಂದನ ಪ್ರಥಮ ಸ್ಥಾನ ಪಡೆದಿದ್ದಾರೆ. ಆಯ್ಕೆಯಾದ ವಿದ್ಯಾರ್ಥಿಗಳಿಗೆ ಸಂಸ್ಥೆಯ ಅಧ್ಯಕ್ಷರಾದ ಸತೀಶ್ ಕುಮಾರ್, ಪ್ರಾಂಶುಪಾಲರು ಹಾಗೂ ಶಿಕ್ಷಕ ವೃಂದದವರು ಅಭಿನಂದನೆ ಸಲ್ಲಿಸಿದ್ದಾರೆ. — [6, 930, 166, 1014]
article-body: ಸಾಹಿತ್ಯದ ವಿಷಯವನ್ನು ಇಂದಿನ ಯುವಕರಿಗೆ ಪರಿಚಯಿಸುವ ಕೆಲಸ ನಡೆಯಬೇಕಾಗಿದೆ. ಕುವೆಂಪು ಅವರ ಕೃತಿಗಳು, ಕವನಗಳು, ನಾಟಕಗಳು, ಕಾದಂಬರಿಗಳು ವೈಚಾರಿಕ ಚಿಂತನೆಯನ್ನು ಮೂಡಿಸುತ್ತವೆ. ಸರ್ವ ಜನಾಂಗದ ಶಾಂತಿಯ ತೋಟ ಎಂಬ ಅವರ ಆಶಯವನ್ನು ಎಲ್ಲರೂ ಪಾಲಿಸಬೇಕು. ಜಾತಿ ಧರ್ಮಗಳ ಗೋಡೆಗಳನ್ನು ಕೆಡವಿ ಮಾನವೀಯತೆಯನ್ನು ಎತ್ತಿ ಹಿಡಿಯಬೇಕು. ಕಾರ್ಯಕ್ರಮದಲ್ಲಿ ಅಕಾಡೆಮಿ ಸದಸ್ಯರು, ಉಪನ್ಯಾಸಕರು ಹಾಗೂ ವಿದ್ಯಾರ್ಥಿಗಳು ಭಾಗವಹಿಸಿದ್ದರು. — [612, 1322, 772, 1387]
body-text: ಪ್ರಸಕ್ತ ಸಾಲಿನಲ್ಲಿ ರಾಜ್ಯ ರಾಷ್ಟ್ರಮಟ್ಟ ಹಾಗೂ ಅಂತರರಾಷ್ಟ್ರೀಯ ಮಟ್ಟದಲ್ಲಿ ಭಾಗವಹಿಸಿ ಪದಕಗಳನ್ನು ಪಡೆದ ಕೋಲಾರ ಜಿಲ್ಲೆಯ ಕ್ರೀಡಾಪಟುಗಳಿಗೆ ಪ್ರೋತ್ಸಾಹಧನ ನೀಡಲು ಅರ್ಹ ಕ್ರೀಡಾಪಟುಗಳಿಂದ ಅರ್ಜಿ ಆಹ್ವಾನಿಸಲಾಗಿದೆ. ಕ್ರೀಡಾ ಸಾಧನೆಯನ್ನು ಜನವರಿ-2025 ರಿಂದ ಡಿಸೆಂಬರ್ 2025ರ ವರೆಗಿನ ಸಾಧನೆಯನ್ನು ಮಾತ್ರ ಪರಿಗಣಿಸಲಾಗುವುದು. ಅರ್ಜಿಗಳನ್ನು ಜನವರಿ 31, 2026 ರೊಳಗೆ ಯುವ ಸಬಲೀಕರಣ ಮತ್ತು ಕ್ರೀಡಾ ಇಲಾಖೆಯ ಸಹಾಯಕ ನಿರ್ದೇಶಕರ ಕಛೇರಿಯಲ್ಲಿ ಸಲ್ಲಿಸಬಹುದು. ಅರ್ಜಿ ನಮೂನೆ ಮತ್ತು ಹೆಚ್ಚಿನ ಮಾಹಿತಿಗಾಗಿ 08152-222320, 9620543700ಯನ್ನು ಸಂಪರ್ಕಿಸಬಹುದೆಂದು ಇಲಾಖೆಯ ಸಹಾಯಕ ನಿರ್ದೇಶಕರು ಪ್ರಕಟಣೆಯಲ್ಲಿ ತಿಳಿಸಿದ್ದಾರೆ. — [749, 405, 937, 477]
notice-body — [743, 874, 943, 965]
divider — [0, 890, 740, 891]
